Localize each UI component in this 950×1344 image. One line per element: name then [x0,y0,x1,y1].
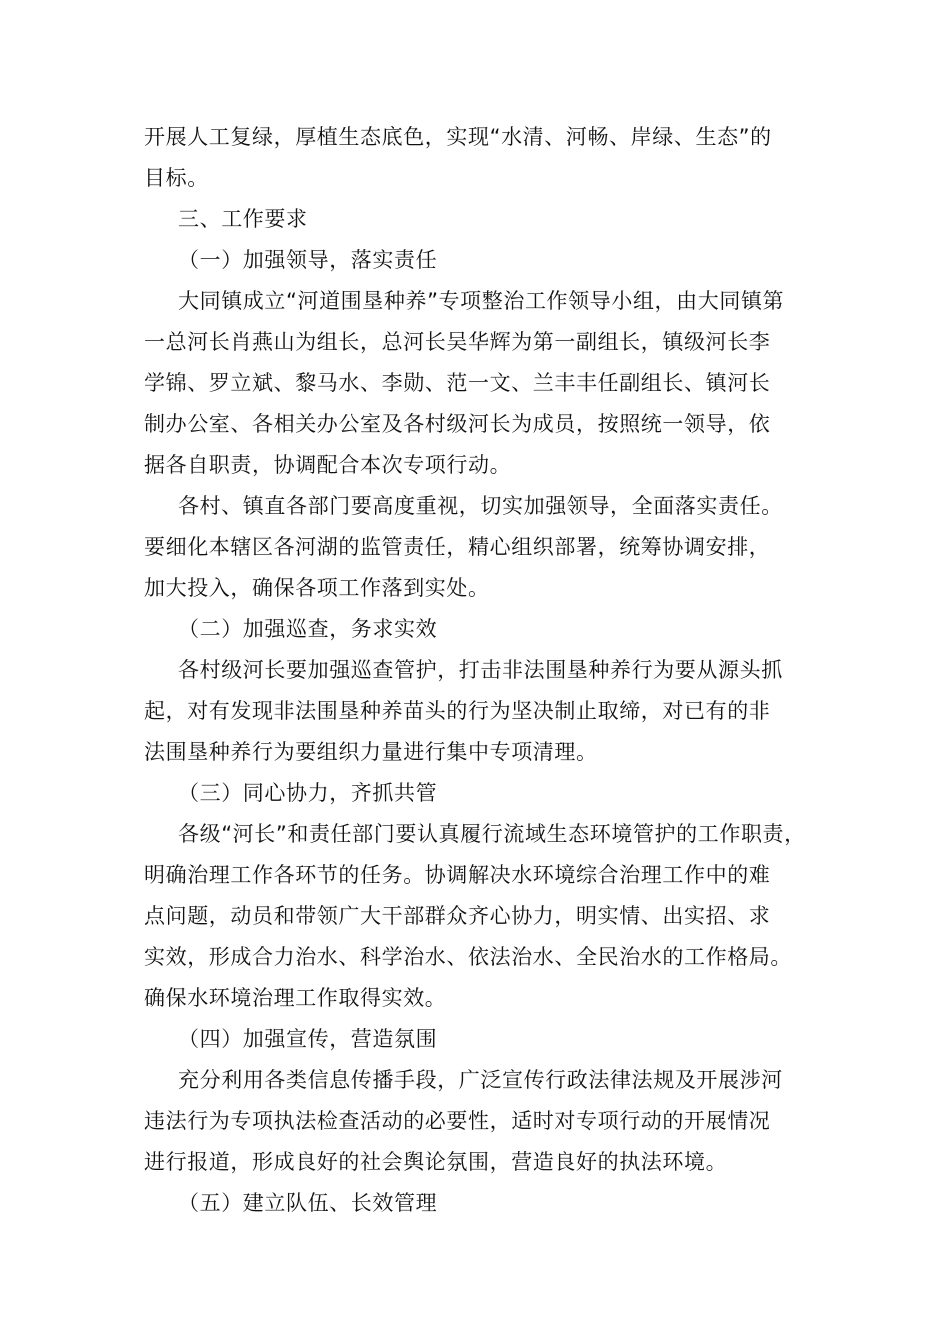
section-heading: 三、工作要求 [178,207,308,231]
text-line: 学锦、罗立斌、黎马水、李勋、范一文、兰丰丰任副组长、镇河长 [144,371,771,395]
subsection-heading: （五）建立队伍、长效管理 [178,1191,438,1215]
text-line: 加大投入，确保各项工作落到实处。 [144,576,490,600]
subsection-heading: （二）加强巡查，务求实效 [178,617,438,641]
text-line: 大同镇成立“河道围垦种养”专项整治工作领导小组，由大同镇第 [178,289,785,313]
text-line: 起，对有发现非法围垦种养苗头的行为坚决制止取缔，对已有的非 [144,699,771,723]
text-line: 各级“河长”和责任部门要认真履行流域生态环境管护的工作职责， [178,822,806,846]
subsection-heading: （一）加强领导，落实责任 [178,248,438,272]
text-line: 明确治理工作各环节的任务。协调解决水环境综合治理工作中的难 [144,863,771,887]
text-line: 实效，形成合力治水、科学治水、依法治水、全民治水的工作格局。 [144,945,792,969]
text-line: 据各自职责，协调配合本次专项行动。 [144,453,512,477]
text-line: 各村、镇直各部门要高度重视，切实加强领导，全面落实责任。 [178,494,783,518]
text-line: 要细化本辖区各河湖的监管责任，精心组织部署，统筹协调安排， [144,535,771,559]
text-line: 点问题，动员和带领广大干部群众齐心协力，明实情、出实招、求 [144,904,771,928]
text-line: 确保水环境治理工作取得实效。 [144,986,447,1010]
subsection-heading: （三）同心协力，齐抓共管 [178,781,438,805]
text-line: 违法行为专项执法检查活动的必要性，适时对专项行动的开展情况 [144,1109,771,1133]
text-line: 目标。 [144,166,209,190]
text-line: 一总河长肖燕山为组长，总河长吴华辉为第一副组长，镇级河长李 [144,330,771,354]
text-line: 制办公室、各相关办公室及各村级河长为成员，按照统一领导，依 [144,412,771,436]
text-line: 各村级河长要加强巡查管护，打击非法围垦种养行为要从源头抓 [178,658,783,682]
subsection-heading: （四）加强宣传，营造氛围 [178,1027,438,1051]
text-line: 法围垦种养行为要组织力量进行集中专项清理。 [144,740,598,764]
text-line: 进行报道，形成良好的社会舆论氛围，营造良好的执法环境。 [144,1150,728,1174]
text-line: 充分利用各类信息传播手段，广泛宣传行政法律法规及开展涉河 [178,1068,783,1092]
text-line: 开展人工复绿，厚植生态底色，实现“水清、河畅、岸绿、生态”的 [144,125,772,149]
